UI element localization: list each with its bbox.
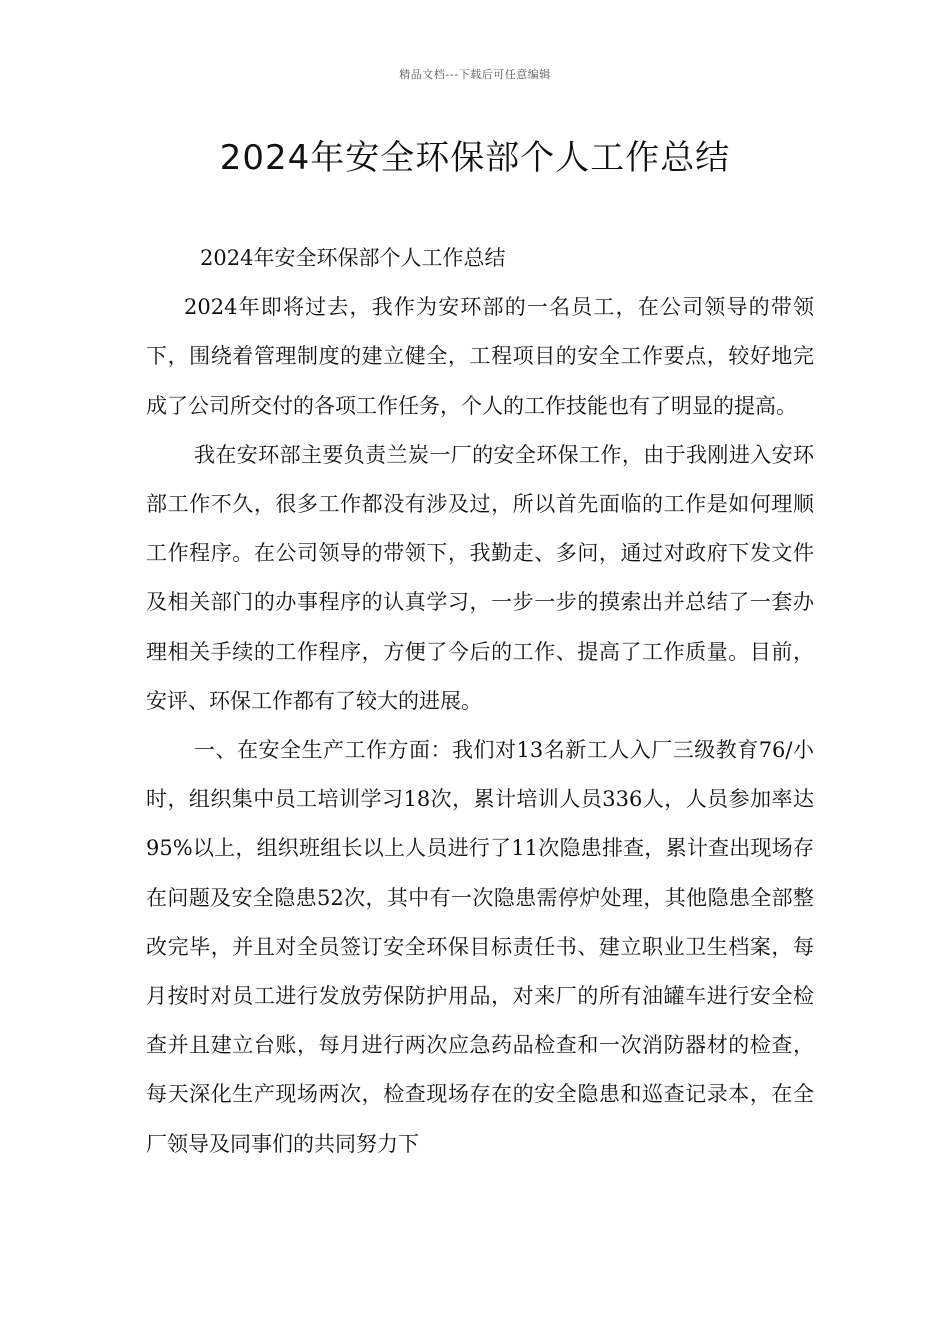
- document-body: [146, 234, 814, 1169]
- paragraph: 一、在安全生产工作方面：我们对13名新工人入厂三级教育76/小时，组织集中员工培训学习18次，累计培训人员336人，人员参加率达95%以上，组织班组长以上人员进行了11次隐患排查，累计查出现场存在问题及安全隐患52次，其中有一次隐患需停炉处理，其他隐患全部整改完毕，并且对全员签订安全环保目标责任书、建立职业卫生档案，每月按时对员工进行发放劳保防护用品，对来厂的所有油罐车进行安全检查并且建立台账，每月进行两次应急药品检查和一次消防器材的检查，每天深化生产现场两次，检查现场存在的安全隐患和巡查记录本，在全厂领导及同事们的共同努力下: [146, 738, 814, 1156]
- paragraph: 2024年即将过去，我作为安环部的一名员工，在公司领导的带领下，围绕着管理制度的建立健全，工程项目的安全工作要点，较好地完成了公司所交付的各项工作任务，个人的工作技能也有了明显的提高。: [146, 295, 814, 418]
- document-subtitle: 2024年安全环保部个人工作总结: [200, 246, 506, 270]
- document-header-note: 精品文档---下载后可任意编辑: [399, 68, 551, 81]
- page-title: 2024年安全环保部个人工作总结: [219, 138, 731, 178]
- paragraph: 我在安环部主要负责兰炭一厂的安全环保工作，由于我刚进入安环部工作不久，很多工作都没有涉及过，所以首先面临的工作是如何理顺工作程序。在公司领导的带领下，我勤走、多问，通过对政府下发文件及相关部门的办事程序的认真学习，一步一步的摸索出并总结了一套办理相关手续的工作程序，方便了今后的工作、提高了工作质量。目前，安评、环保工作都有了较大的进展。: [146, 442, 814, 713]
